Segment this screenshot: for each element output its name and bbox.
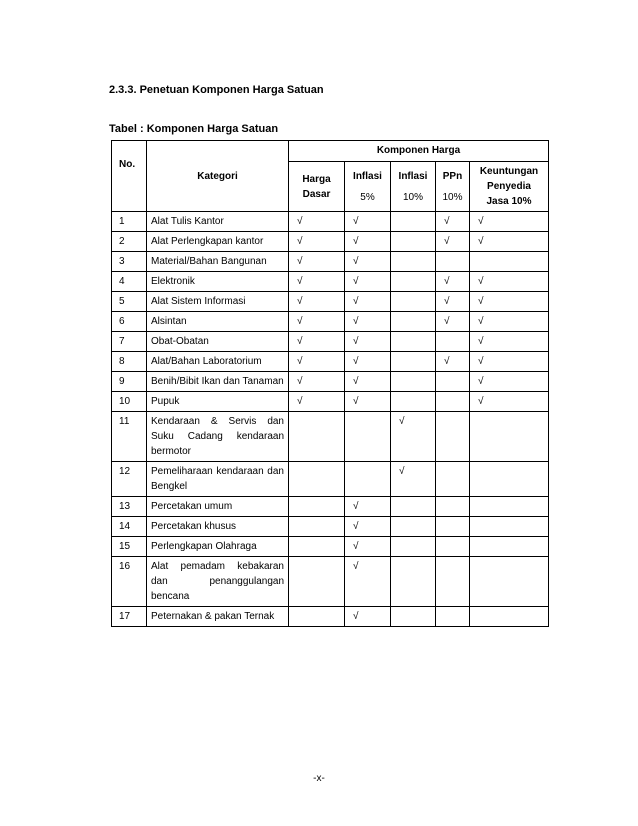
check-inflasi-5: √ [345, 212, 391, 232]
header-harga-dasar-line2: Dasar [302, 188, 331, 200]
check-keuntungan: √ [470, 332, 549, 352]
check-keuntungan: √ [470, 372, 549, 392]
row-number: 16 [112, 557, 147, 607]
table-header [112, 141, 549, 212]
check-ppn [436, 332, 470, 352]
check-harga-dasar: √ [289, 252, 345, 272]
check-harga-dasar: √ [289, 372, 345, 392]
check-inflasi-10 [391, 232, 436, 252]
check-inflasi-5: √ [345, 392, 391, 412]
table-row [112, 537, 549, 557]
check-ppn [436, 517, 470, 537]
check-inflasi-10: √ [391, 462, 436, 497]
check-inflasi-5: √ [345, 252, 391, 272]
check-ppn [436, 537, 470, 557]
table-row [112, 332, 549, 352]
check-ppn: √ [436, 272, 470, 292]
check-ppn [436, 412, 470, 462]
row-number: 3 [112, 252, 147, 272]
header-no: No. [112, 141, 147, 212]
check-harga-dasar [289, 462, 345, 497]
check-inflasi-10 [391, 372, 436, 392]
check-inflasi-5: √ [345, 517, 391, 537]
check-inflasi-5: √ [345, 232, 391, 252]
row-kategori: Peternakan & pakan Ternak [147, 607, 289, 627]
table-row [112, 312, 549, 332]
row-kategori: Pemeliharaan kendaraan dan Bengkel [147, 462, 289, 497]
check-harga-dasar [289, 412, 345, 462]
row-kategori: Alat Tulis Kantor [147, 212, 289, 232]
check-ppn: √ [436, 232, 470, 252]
check-inflasi-10 [391, 312, 436, 332]
check-harga-dasar: √ [289, 312, 345, 332]
table-row [112, 232, 549, 252]
check-inflasi-5: √ [345, 352, 391, 372]
check-ppn: √ [436, 352, 470, 372]
table-row [112, 517, 549, 537]
row-number: 6 [112, 312, 147, 332]
check-inflasi-10 [391, 607, 436, 627]
row-number: 10 [112, 392, 147, 412]
row-number: 7 [112, 332, 147, 352]
check-keuntungan: √ [470, 292, 549, 312]
row-number: 8 [112, 352, 147, 372]
row-number: 13 [112, 497, 147, 517]
row-number: 15 [112, 537, 147, 557]
row-kategori: Benih/Bibit Ikan dan Tanaman [147, 372, 289, 392]
check-ppn: √ [436, 312, 470, 332]
header-keuntungan [470, 162, 549, 212]
check-inflasi-5 [345, 462, 391, 497]
header-ppn-line2: 10% [442, 191, 463, 203]
table-caption: Tabel : Komponen Harga Satuan [109, 123, 279, 135]
row-kategori: Alat Sistem Informasi [147, 292, 289, 312]
row-number: 9 [112, 372, 147, 392]
check-keuntungan: √ [470, 272, 549, 292]
row-kategori: Perlengkapan Olahraga [147, 537, 289, 557]
check-inflasi-10 [391, 537, 436, 557]
row-kategori: Material/Bahan Bangunan [147, 252, 289, 272]
table-row [112, 392, 549, 412]
check-inflasi-5: √ [345, 607, 391, 627]
check-harga-dasar [289, 537, 345, 557]
row-kategori: Alat pemadam kebakaran dan penanggulangan bencana [147, 557, 289, 607]
check-keuntungan [470, 517, 549, 537]
check-harga-dasar [289, 497, 345, 517]
row-kategori: Alsintan [147, 312, 289, 332]
header-kategori: Kategori [147, 141, 289, 212]
check-harga-dasar: √ [289, 332, 345, 352]
check-keuntungan [470, 607, 549, 627]
check-inflasi-10 [391, 497, 436, 517]
check-keuntungan [470, 537, 549, 557]
table-row [112, 497, 549, 517]
check-inflasi-5: √ [345, 332, 391, 352]
check-inflasi-5 [345, 412, 391, 462]
page-number: -x- [313, 773, 325, 784]
row-number: 4 [112, 272, 147, 292]
row-kategori: Elektronik [147, 272, 289, 292]
check-inflasi-5: √ [345, 312, 391, 332]
check-inflasi-10 [391, 332, 436, 352]
check-keuntungan [470, 252, 549, 272]
table-row [112, 292, 549, 312]
check-ppn: √ [436, 292, 470, 312]
check-keuntungan [470, 557, 549, 607]
check-harga-dasar: √ [289, 232, 345, 252]
row-number: 5 [112, 292, 147, 312]
row-number: 12 [112, 462, 147, 497]
check-keuntungan: √ [470, 392, 549, 412]
section-heading: 2.3.3. Penetuan Komponen Harga Satuan [109, 84, 324, 96]
check-keuntungan [470, 497, 549, 517]
check-harga-dasar: √ [289, 392, 345, 412]
check-ppn [436, 372, 470, 392]
header-inflasi-5 [345, 162, 391, 212]
check-keuntungan: √ [470, 312, 549, 332]
table-row [112, 372, 549, 392]
header-ppn [436, 162, 470, 212]
header-inflasi-10 [391, 162, 436, 212]
row-number: 14 [112, 517, 147, 537]
check-keuntungan: √ [470, 352, 549, 372]
check-harga-dasar: √ [289, 352, 345, 372]
check-harga-dasar [289, 607, 345, 627]
table-row [112, 252, 549, 272]
table-row [112, 412, 549, 462]
header-harga-dasar [289, 162, 345, 212]
table-row [112, 462, 549, 497]
check-inflasi-10 [391, 352, 436, 372]
check-keuntungan: √ [470, 212, 549, 232]
check-inflasi-10 [391, 557, 436, 607]
check-inflasi-5: √ [345, 372, 391, 392]
table-row [112, 212, 549, 232]
check-inflasi-10 [391, 272, 436, 292]
header-ppn-line1: PPn [442, 170, 463, 182]
row-kategori: Percetakan khusus [147, 517, 289, 537]
check-keuntungan: √ [470, 232, 549, 252]
check-keuntungan [470, 412, 549, 462]
check-ppn [436, 462, 470, 497]
header-inflasi-10-line1: Inflasi [398, 170, 428, 182]
check-harga-dasar: √ [289, 292, 345, 312]
check-ppn: √ [436, 212, 470, 232]
check-inflasi-5: √ [345, 537, 391, 557]
table-row [112, 272, 549, 292]
table-row [112, 352, 549, 372]
table-row [112, 607, 549, 627]
row-kategori: Pupuk [147, 392, 289, 412]
check-harga-dasar: √ [289, 212, 345, 232]
check-inflasi-10 [391, 252, 436, 272]
check-inflasi-10: √ [391, 412, 436, 462]
check-ppn [436, 557, 470, 607]
row-kategori: Alat/Bahan Laboratorium [147, 352, 289, 372]
check-inflasi-5: √ [345, 292, 391, 312]
check-harga-dasar: √ [289, 272, 345, 292]
check-harga-dasar [289, 517, 345, 537]
check-harga-dasar [289, 557, 345, 607]
header-keuntungan-line3: Jasa 10% [486, 196, 532, 207]
check-inflasi-5: √ [345, 272, 391, 292]
check-ppn [436, 497, 470, 517]
check-keuntungan [470, 462, 549, 497]
row-number: 2 [112, 232, 147, 252]
row-kategori: Percetakan umum [147, 497, 289, 517]
check-inflasi-5: √ [345, 497, 391, 517]
row-number: 11 [112, 412, 147, 462]
check-inflasi-10 [391, 292, 436, 312]
header-inflasi-5-line2: 5% [360, 191, 375, 203]
row-kategori: Alat Perlengkapan kantor [147, 232, 289, 252]
header-harga-dasar-line1: Harga [302, 173, 331, 185]
header-inflasi-10-line2: 10% [402, 191, 423, 203]
row-number: 1 [112, 212, 147, 232]
check-inflasi-10 [391, 517, 436, 537]
table-row [112, 557, 549, 607]
check-ppn [436, 252, 470, 272]
header-komponen-harga: Komponen Harga [289, 141, 549, 162]
header-inflasi-5-line1: Inflasi [353, 170, 382, 182]
row-number: 17 [112, 607, 147, 627]
table-body [112, 212, 549, 627]
row-kategori: Kendaraan & Servis dan Suku Cadang kendaraan bermotor [147, 412, 289, 462]
header-keuntungan-line2: Penyedia [487, 181, 531, 192]
check-ppn [436, 607, 470, 627]
check-ppn [436, 392, 470, 412]
row-kategori: Obat-Obatan [147, 332, 289, 352]
check-inflasi-10 [391, 392, 436, 412]
header-keuntungan-line1: Keuntungan [479, 166, 539, 177]
check-inflasi-10 [391, 212, 436, 232]
check-inflasi-5: √ [345, 557, 391, 607]
komponen-harga-table [111, 140, 549, 627]
